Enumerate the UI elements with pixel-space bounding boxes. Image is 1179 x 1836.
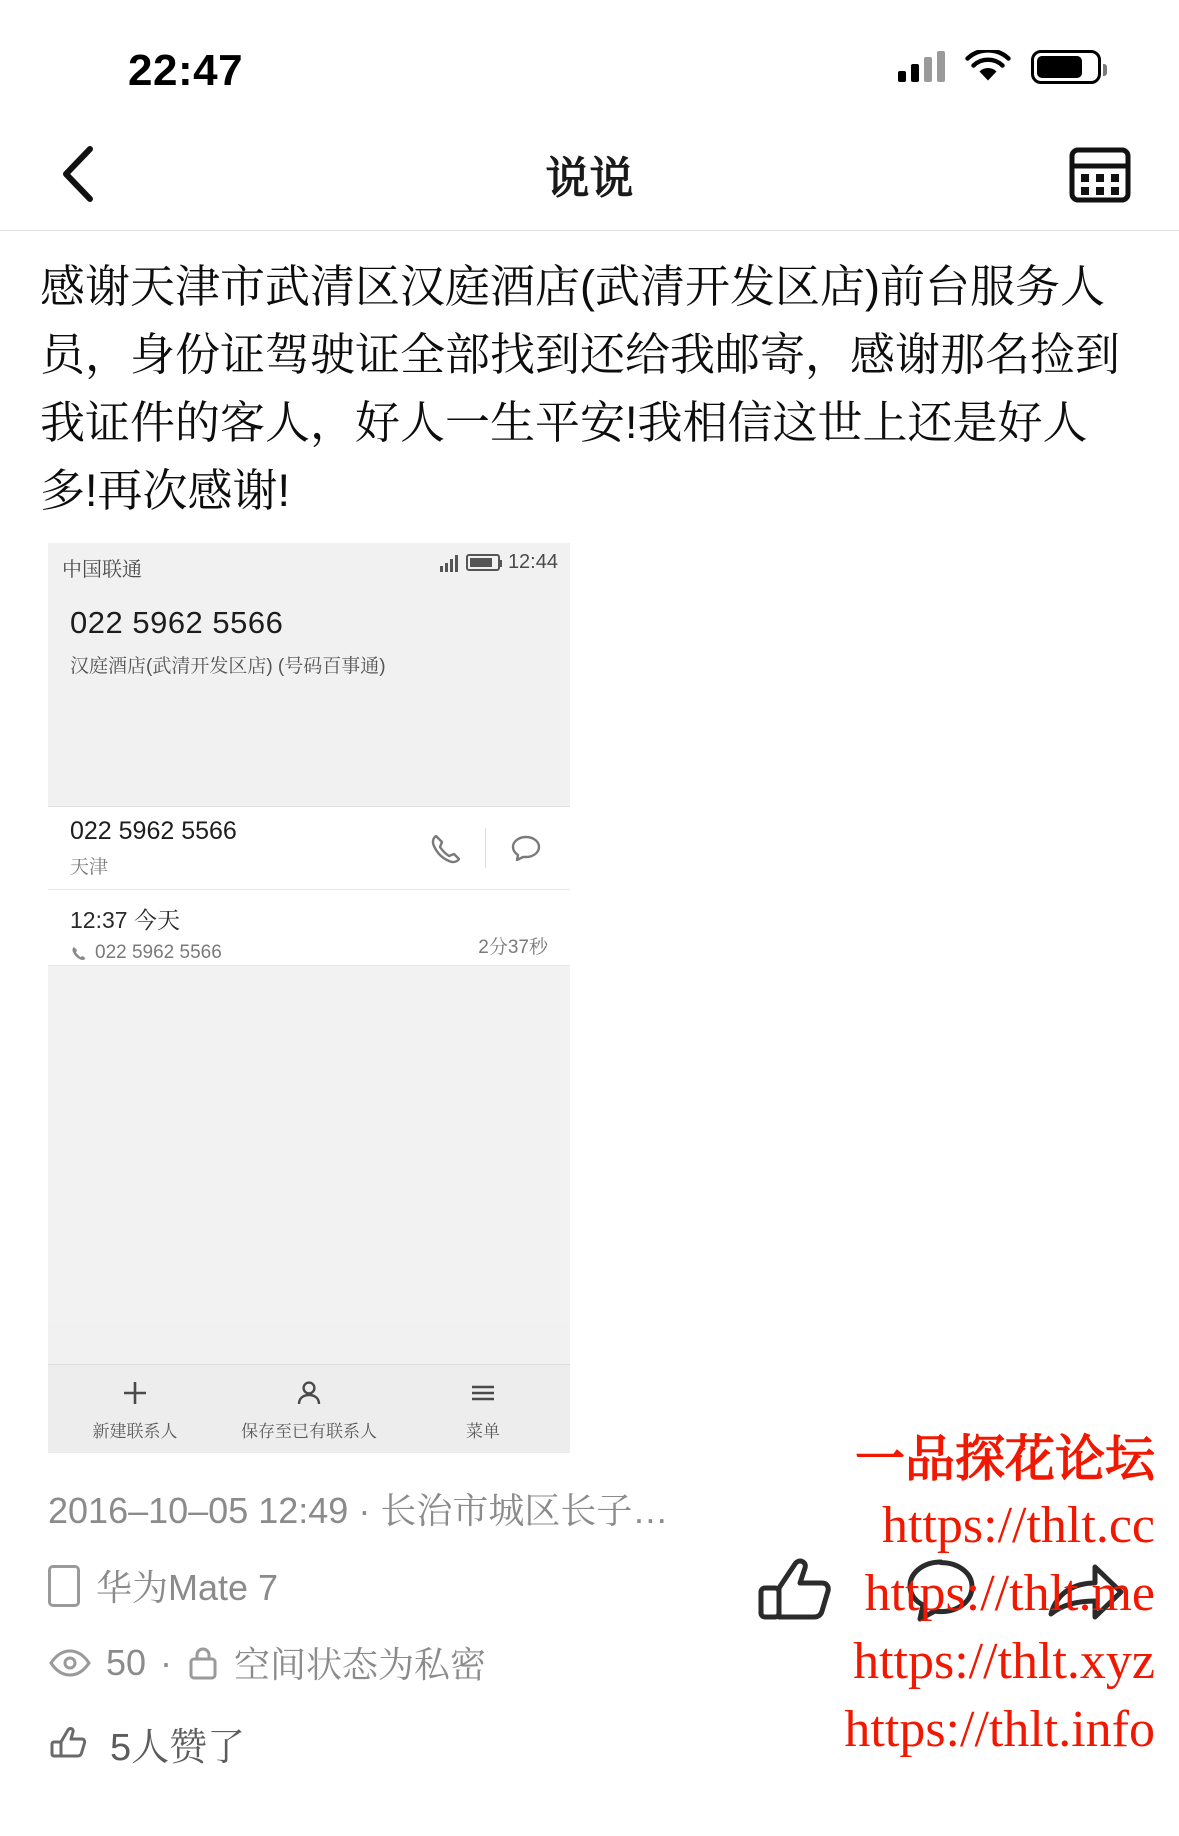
post-privacy-status: 空间状态为私密 [234, 1644, 487, 1685]
attachment-status-bar [48, 543, 570, 585]
menu-icon [466, 1376, 500, 1410]
attachment-status-indicators [440, 551, 558, 574]
post-view-count: 50 [106, 1641, 147, 1683]
attachment-call-number-wrap [70, 942, 548, 964]
watermark-url: https://thlt.info [844, 1701, 1155, 1758]
nav-bar [0, 120, 1179, 231]
attachment-contact-number: 022 5962 5566 [70, 817, 237, 845]
post-timestamp-location [48, 1483, 1131, 1534]
post-action-bar [753, 1548, 1133, 1636]
plus-icon [118, 1376, 152, 1410]
post-location[interactable]: 长治市城区长子… [380, 1490, 669, 1531]
attachment-bottom-toolbar [48, 1364, 570, 1453]
attachment-number-description: 汉庭酒店(武清开发区店) (号码百事通) [70, 656, 386, 677]
watermark-url: https://thlt.xyz [853, 1633, 1155, 1690]
attachment-call-duration: 2分37秒 [478, 937, 548, 958]
status-bar-time: 22:47 [128, 46, 244, 95]
attachment-toolbar-menu[interactable] [396, 1365, 570, 1453]
battery-icon [1031, 50, 1101, 84]
post-timestamp: 2016–10–05 12:49 [48, 1490, 349, 1531]
cellular-signal-icon [440, 554, 458, 572]
battery-icon [466, 554, 500, 571]
share-arrow-icon[interactable] [1041, 1548, 1133, 1636]
attachment-call-record-row[interactable] [48, 890, 570, 966]
attachment-contact-location: 天津 [70, 857, 109, 878]
phone-device-icon [48, 1565, 80, 1607]
wifi-icon [965, 50, 1011, 84]
watermark-title: 一品探花论坛 [855, 1431, 1155, 1487]
meta-separator: · [160, 1641, 173, 1683]
attachment-empty-area [48, 966, 570, 1322]
attachment-call-time: 12:37 今天 [70, 907, 180, 933]
watermark-url: https://thlt.me [864, 1565, 1155, 1622]
attachment-spacer [48, 678, 570, 806]
attachment-contact-row[interactable] [48, 806, 570, 890]
attachment-dialed-number: 022 5962 5566 [70, 605, 284, 640]
attachment-contact-actions [427, 807, 544, 889]
cellular-signal-icon [898, 52, 945, 82]
watermark-url: https://thlt.cc [882, 1497, 1155, 1554]
post-like-count-text: 5人赞了 [110, 1727, 246, 1769]
attachment-toolbar-label: 新建联系人 [92, 1422, 178, 1441]
message-bubble-icon[interactable] [508, 830, 544, 866]
attachment-clock: 12:44 [507, 551, 558, 573]
status-bar-indicators [898, 50, 1101, 84]
attachment-carrier-label: 中国联通 [62, 559, 142, 581]
comment-bubble-icon[interactable] [897, 1548, 985, 1636]
status-bar [0, 0, 1179, 120]
phone-call-icon[interactable] [427, 830, 463, 866]
meta-separator: · [358, 1490, 371, 1531]
page-title: 说说 [545, 154, 634, 203]
lock-icon [186, 1644, 220, 1682]
post-device: 华为Mate 7 [96, 1567, 279, 1608]
attachment-call-number: 022 5962 5566 [95, 942, 222, 963]
thumbs-up-icon[interactable] [753, 1548, 841, 1636]
incoming-call-icon [70, 944, 88, 962]
post-likes-line[interactable] [48, 1716, 1131, 1771]
person-icon [292, 1376, 326, 1410]
post-content-text: 感谢天津市武清区汉庭酒店(武清开发区店)前台服务人员，身份证驾驶证全部找到还给我邮寄，感谢那名捡到我证件的客人，好人一生平安!我相信这世上还是好人多!再次感谢! [40, 261, 1121, 516]
attachment-toolbar-save-contact[interactable] [222, 1365, 396, 1453]
calendar-button[interactable] [1063, 136, 1137, 210]
attachment-action-divider [485, 828, 486, 868]
attachment-toolbar-label: 菜单 [466, 1422, 500, 1441]
post-views-line [48, 1637, 1131, 1688]
post-attached-image[interactable] [48, 543, 570, 1453]
attachment-toolbar-new-contact[interactable] [48, 1365, 222, 1453]
attachment-toolbar-label: 保存至已有联系人 [241, 1422, 377, 1441]
thumbs-up-icon [48, 1722, 92, 1766]
calendar-icon [1067, 140, 1133, 206]
eye-icon [48, 1648, 92, 1678]
